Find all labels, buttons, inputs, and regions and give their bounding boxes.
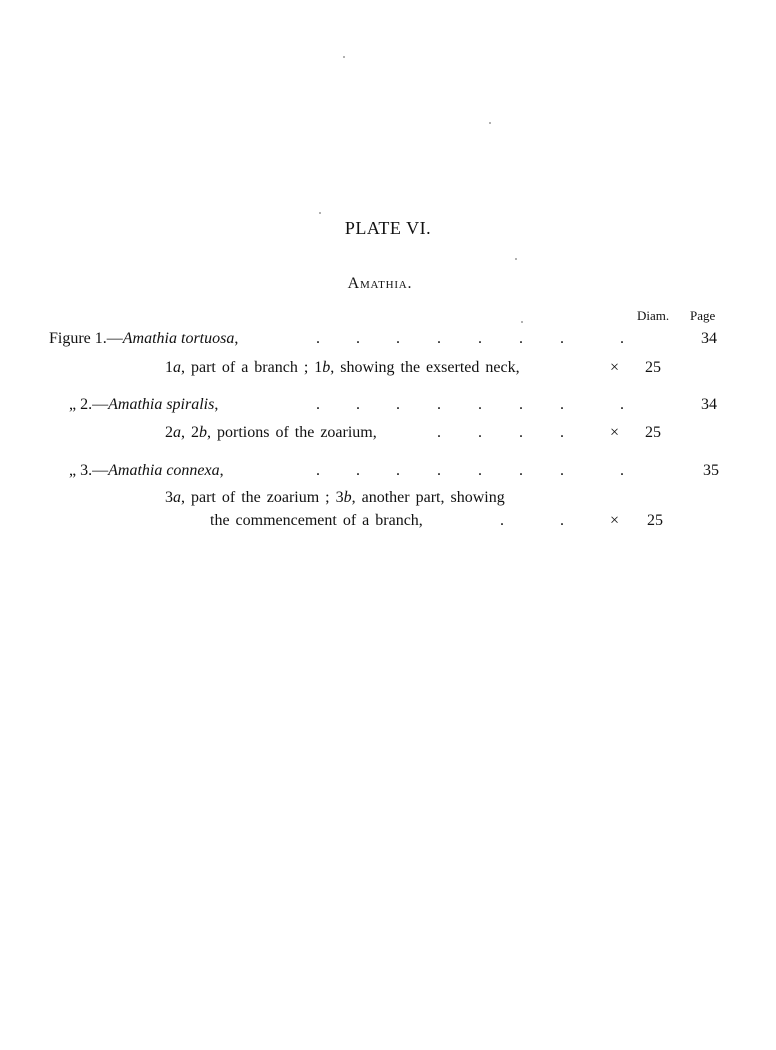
section-title	[0, 276, 760, 292]
figure-description	[165, 425, 377, 441]
times-sign: ×	[610, 424, 620, 441]
times-sign: ×	[610, 512, 620, 529]
scan-speck	[515, 258, 517, 260]
page-number: 35	[703, 462, 719, 479]
figure-suffix: ,	[219, 462, 224, 479]
page-number: 34	[701, 330, 717, 347]
desc-part: , part of a branch ; 1	[181, 359, 323, 376]
figure-prefix: Figure 1.—	[49, 330, 123, 347]
times-sign: ×	[610, 359, 620, 376]
diam-column-header: Diam.	[637, 308, 670, 323]
desc-part: a	[173, 489, 181, 506]
magnification-value: 25	[645, 424, 661, 441]
desc-part: 3	[165, 489, 173, 506]
desc-part: b	[199, 424, 207, 441]
figure-prefix: „ 3.—	[69, 462, 109, 479]
plate-title: PLATE VI.	[344, 218, 432, 238]
desc-part: a	[173, 424, 181, 441]
desc-part: , part of the zoarium ; 3	[181, 489, 344, 506]
figure-description	[165, 360, 520, 376]
desc-part: , portions of the zoarium,	[207, 424, 377, 441]
figure-suffix: ,	[234, 330, 239, 347]
figure-entry-3	[69, 463, 224, 479]
desc-part: , another part, showing	[351, 489, 505, 506]
species-name: Amathia connexa	[108, 462, 220, 479]
figure-suffix: ,	[214, 396, 219, 413]
figure-entry-1	[49, 331, 238, 347]
species-name: Amathia tortuosa	[122, 330, 235, 347]
desc-part: 1	[165, 359, 173, 376]
desc-part: 2	[165, 424, 173, 441]
desc-part: , 2	[181, 424, 199, 441]
scan-speck	[521, 321, 523, 323]
species-name: Amathia spiralis	[108, 396, 215, 413]
figure-entry-2	[69, 397, 218, 413]
section-title-text: Amathia.	[347, 275, 413, 292]
desc-part: b	[343, 489, 352, 506]
figure-description	[165, 490, 505, 506]
desc-part: , showing the exserted neck,	[330, 359, 520, 376]
desc-part: b	[322, 359, 331, 376]
magnification-value: 25	[645, 359, 661, 376]
page-column-header: Page	[690, 308, 716, 323]
desc-part: the commencement of a branch,	[210, 512, 423, 529]
figure-prefix: „ 2.—	[69, 396, 109, 413]
magnification-value: 25	[647, 512, 663, 529]
figure-description-continued	[210, 513, 423, 529]
page-number: 34	[701, 396, 717, 413]
desc-part: a	[173, 359, 181, 376]
scan-speck	[319, 212, 321, 214]
scan-speck	[489, 122, 491, 124]
scan-speck	[343, 56, 345, 58]
